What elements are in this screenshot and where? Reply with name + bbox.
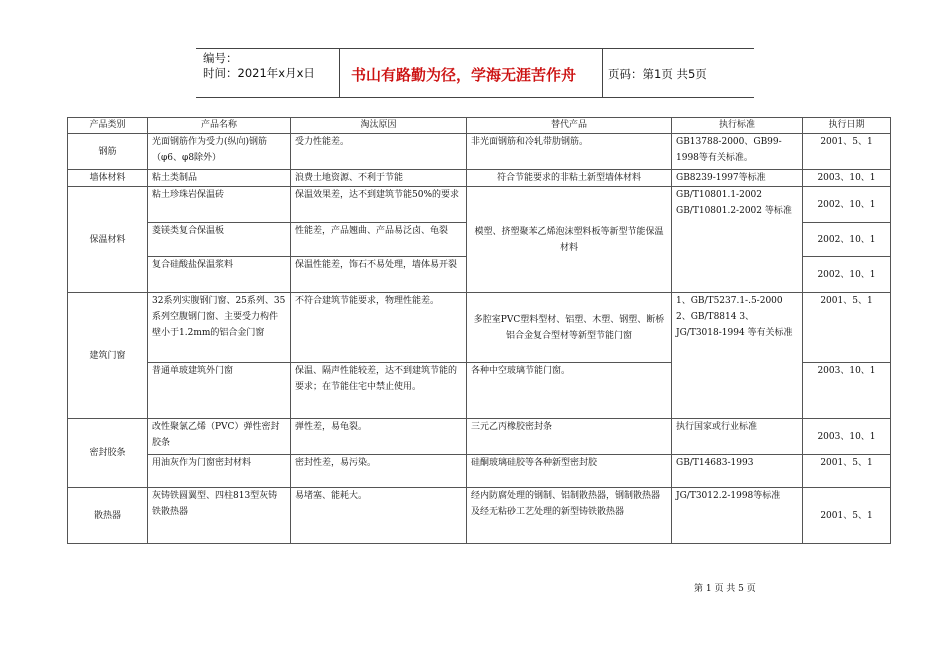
table-row xyxy=(68,170,891,187)
page-label: 页码：第1页 共5页 xyxy=(608,67,707,81)
standard-cell: 执行国家或行业标准 xyxy=(672,419,803,455)
reason-cell: 浪费土地资源、不利于节能 xyxy=(291,170,467,187)
reason-cell: 弹性差，易龟裂。 xyxy=(291,419,467,455)
reason-cell: 易堵塞、能耗大。 xyxy=(291,488,467,544)
product-name-cell: 普通单玻建筑外门窗 xyxy=(148,363,291,419)
date-cell: 2003、10、1 xyxy=(803,419,891,455)
reason-cell: 性能差，产品翘曲、产品易泛卤、龟裂 xyxy=(291,223,467,257)
header-divider xyxy=(339,49,340,97)
table-row xyxy=(68,293,891,363)
table-row xyxy=(68,419,891,455)
table-row xyxy=(68,488,891,544)
product-name-cell: 用油灰作为门窗密封材料 xyxy=(148,455,291,488)
table-row xyxy=(68,455,891,488)
date-cell: 2003、10、1 xyxy=(803,170,891,187)
reason-cell: 保温、隔声性能较差，达不到建筑节能的要求；在节能住宅中禁止使用。 xyxy=(291,363,467,419)
column-header: 淘汰原因 xyxy=(291,118,467,134)
reason-cell: 密封性差，易污染。 xyxy=(291,455,467,488)
replacement-cell: 硅酮玻璃硅胶等各种新型密封胶 xyxy=(467,455,672,488)
header-divider xyxy=(602,49,603,97)
category-cell: 散热器 xyxy=(68,488,148,544)
reason-cell: 受力性能差。 xyxy=(291,134,467,170)
standard-cell: GB/T14683-1993 xyxy=(672,455,803,488)
product-name-cell: 灰铸铁圆翼型、四柱813型灰铸铁散热器 xyxy=(148,488,291,544)
reason-cell: 保温效果差，达不到建筑节能50%的要求 xyxy=(291,187,467,223)
column-header: 产品类别 xyxy=(68,118,148,134)
standard-cell: 1、GB/T5237.1-.5-2000 2、GB/T8814 3、JG/T3018-1994 等有关标准 xyxy=(672,293,803,419)
column-header: 执行日期 xyxy=(803,118,891,134)
date-cell: 2002、10、1 xyxy=(803,223,891,257)
eliminated-products-table xyxy=(67,117,891,544)
date-cell: 2001、5、1 xyxy=(803,455,891,488)
replacement-cell: 符合节能要求的非粘土新型墙体材料 xyxy=(467,170,672,187)
product-name-cell: 粘土类制品 xyxy=(148,170,291,187)
table-row xyxy=(68,187,891,223)
category-cell: 密封胶条 xyxy=(68,419,148,488)
date-cell: 2001、5、1 xyxy=(803,488,891,544)
replacement-cell: 三元乙丙橡胶密封条 xyxy=(467,419,672,455)
replacement-cell: 模塑、挤塑聚苯乙烯泡沫塑料板等新型节能保温材料 xyxy=(467,187,672,293)
product-name-cell: 粘土珍珠岩保温砖 xyxy=(148,187,291,223)
page-header xyxy=(196,48,754,98)
category-cell: 保温材料 xyxy=(68,187,148,293)
standard-cell: GB/T10801.1-2002 GB/T10801.2-2002 等标准 xyxy=(672,187,803,293)
category-cell: 墙体材料 xyxy=(68,170,148,187)
replacement-cell: 经内防腐处理的钢制、铝制散热器，钢制散热器及经无粘砂工艺处理的新型铸铁散热器 xyxy=(467,488,672,544)
replacement-cell: 多腔室PVC塑料型材、铝塑、木塑、钢塑、断桥铝合金复合型材等新型节能门窗 xyxy=(467,293,672,363)
reason-cell: 保温性能差，饰石不易处理，墙体易开裂 xyxy=(291,257,467,293)
standard-cell: JG/T3012.2-1998等标准 xyxy=(672,488,803,544)
product-name-cell: 复合硅酸盐保温浆料 xyxy=(148,257,291,293)
date-cell: 2001、5、1 xyxy=(803,134,891,170)
replacement-cell: 非光面钢筋和冷轧带肋钢筋。 xyxy=(467,134,672,170)
date-cell: 2002、10、1 xyxy=(803,187,891,223)
column-header: 执行标准 xyxy=(672,118,803,134)
page-footer: 第 1 页 共 5 页 xyxy=(694,584,756,594)
standard-cell: GB8239-1997等标准 xyxy=(672,170,803,187)
category-cell: 钢筋 xyxy=(68,134,148,170)
product-name-cell: 菱镁类复合保温板 xyxy=(148,223,291,257)
serial-label: 编号： xyxy=(203,51,238,65)
replacement-cell: 各种中空玻璃节能门窗。 xyxy=(467,363,672,419)
category-cell: 建筑门窗 xyxy=(68,293,148,419)
standard-cell: GB13788-2000、GB99-1998等有关标准。 xyxy=(672,134,803,170)
time-label: 时间：2021年x月x日 xyxy=(203,66,315,80)
column-header: 产品名称 xyxy=(148,118,291,134)
product-name-cell: 32系列实腹钢门窗、25系列、35系列空腹钢门窗、主要受力构件壁小于1.2mm的铝合金门窗 xyxy=(148,293,291,363)
header-meta xyxy=(203,51,315,81)
date-cell: 2001、5、1 xyxy=(803,293,891,363)
table-header-row xyxy=(68,118,891,134)
reason-cell: 不符合建筑节能要求，物理性能差。 xyxy=(291,293,467,363)
product-name-cell: 光面钢筋作为受力(纵向)钢筋（φ6、φ8除外） xyxy=(148,134,291,170)
date-cell: 2002、10、1 xyxy=(803,257,891,293)
column-header: 替代产品 xyxy=(467,118,672,134)
date-cell: 2003、10、1 xyxy=(803,363,891,419)
table-row xyxy=(68,134,891,170)
motto: 书山有路勤为径，学海无涯苦作舟 xyxy=(351,66,577,84)
product-name-cell: 改性聚氯乙烯（PVC）弹性密封胶条 xyxy=(148,419,291,455)
